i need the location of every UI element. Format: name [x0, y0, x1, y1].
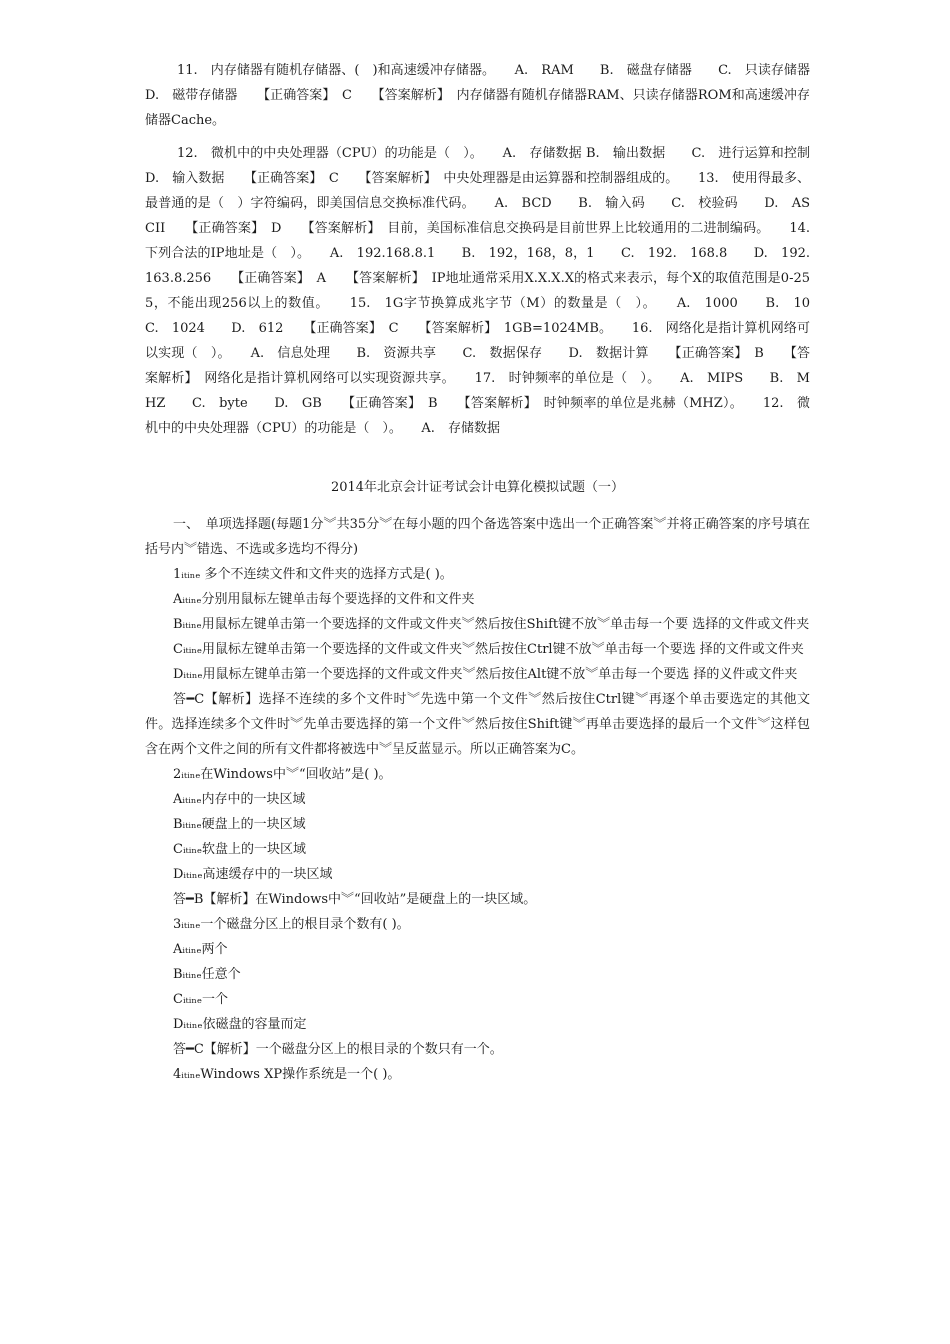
question-3: 3ᵢₜᵢₙₑ一个磁盘分区上的根目录个数有( )。: [173, 917, 410, 932]
q1-option-d: Dᵢₜᵢₙₑ用鼠标左键单击第一个要选择的文件或文件夹︾然后按住Alt键不放︾单击每一个要选 择的义件或文件夹: [173, 667, 798, 682]
q1-option-c: Cᵢₜᵢₙₑ用鼠标左键单击第一个要选择的文件或文件夹︾然后按住Ctrl键不放︾单击每一个要选 择的文件或文件夹: [173, 642, 804, 657]
document-page: [145, 58, 837, 1087]
q2-option-a: Aᵢₜᵢₙₑ内存中的一块区域: [173, 792, 306, 807]
question-4: 4ᵢₜᵢₙₑWindows XP操作系统是一个( )。: [173, 1067, 401, 1082]
q3-answer: 答━C【解析】一个磁盘分区上的根目录的个数只有一个。: [173, 1042, 503, 1057]
question-2: 2ᵢₜᵢₙₑ在Windows中︾“回收站”是( )。: [173, 767, 392, 782]
q2-option-b: Bᵢₜᵢₙₑ硬盘上的一块区域: [173, 817, 306, 832]
q3-option-b: Bᵢₜᵢₙₑ任意个: [173, 967, 241, 982]
section-instructions: 一、 单项选择题(每题1分︾共35分︾在每小题的四个备选答案中选出一个正确答案︾并将正确答案的序号填在括号内︾错选、不选或多选均不得分): [145, 517, 810, 557]
q1-option-a: Aᵢₜᵢₙₑ分别用鼠标左键单击每个要选择的文件和文件夹: [173, 592, 475, 607]
question-1: 1ᵢₜᵢₙₑ 多个不连续文件和文件夹的选择方式是( )。: [173, 567, 453, 582]
q2-answer: 答━B【解析】在Windows中︾“回收站”是硬盘上的一块区域。: [173, 892, 537, 907]
question-block-11: 11. 内存储器有随机存储器、( )和高速缓冲存储器。 A. RAM B. 磁盘存储器 C. 只读存储器 D. 磁带存储器 【正确答案】 C 【答案解析】 内存储器有随机存储器RAM、只读存储器ROM和高速缓冲存储器Cache。: [145, 63, 837, 128]
question-block-12-17: 12. 微机中的中央处理器（CPU）的功能是（ ）。 A. 存储数据 B. 输出数据 C. 进行运算和控制 D. 输入数据 【正确答案】 C 【答案解析】 中央处理器是由运算器和控制器组成的。 13. 使用得最多、最普通的是（ ）字符编码，即美国信息交换标准代码。 A. BCD B. 输入码 C. 校验码 D. ASCII 【正确答案】 D 【答案解析】 目前，美国标准信息交换码是目前世界上比较通用的二进制编码。 14. 下列合法的IP地址是（ ）。 A. 192.168.8.1 B. 192，168，8，1 C. 192. 168.8 D. 192.163.8.256 【正确答案】 A 【答案解析】 IP地址通常采用X.X.X.X的格式来表示，每个X的取值范围是0-255，不能出现256以上的数值。 15. 1G字节换算成兆字节（M）的数量是（ ）。 A. 1000 B. 10 C. 1024 D. 612 【正确答案】 C 【答案解析】 1GB=1024MB。 16. 网络化是指计算机网络可以实现（ ）。 A. 信息处理 B. 资源共享 C. 数据保存 D. 数据计算 【正确答案】 B 【答案解析】 网络化是指计算机网络可以实现资源共享。 17. 时钟频率的单位是（ ）。 A. MIPS B. MHZ C. byte D. GB 【正确答案】 B 【答案解析】 时钟频率的单位是兆赫（MHZ）。 12. 微机中的中央处理器（CPU）的功能是（ ）。 A. 存储数据: [145, 146, 837, 436]
q3-option-d: Dᵢₜᵢₙₑ依磁盘的容量而定: [173, 1017, 307, 1032]
q1-option-b: Bᵢₜᵢₙₑ用鼠标左键单击第一个要选择的文件或文件夹︾然后按住Shift键不放︾单击每一个要 选择的文件或文件夹: [173, 617, 810, 632]
q1-answer: 答━C【解析】选择不连续的多个文件时︾先选中第一个文件︾然后按住Ctrl键︾再逐个单击要选定的其他文件。选择连续多个文件时︾先单击要选择的第一个文件︾然后按住Shift键︾再单击要选择的最后一个文件︾这样包含在两个文件之间的所有文件都将被选中︾呈反蓝显示。所以正确答案为C。: [145, 692, 810, 757]
q3-option-c: Cᵢₜᵢₙₑ一个: [173, 992, 229, 1007]
exam-title: 2014年北京会计证考试会计电算化模拟试题（一）: [330, 480, 625, 495]
q3-option-a: Aᵢₜᵢₙₑ两个: [173, 942, 228, 957]
q2-option-c: Cᵢₜᵢₙₑ软盘上的一块区域: [173, 842, 307, 857]
q2-option-d: Dᵢₜᵢₙₑ高速缓存中的一块区域: [173, 867, 333, 882]
